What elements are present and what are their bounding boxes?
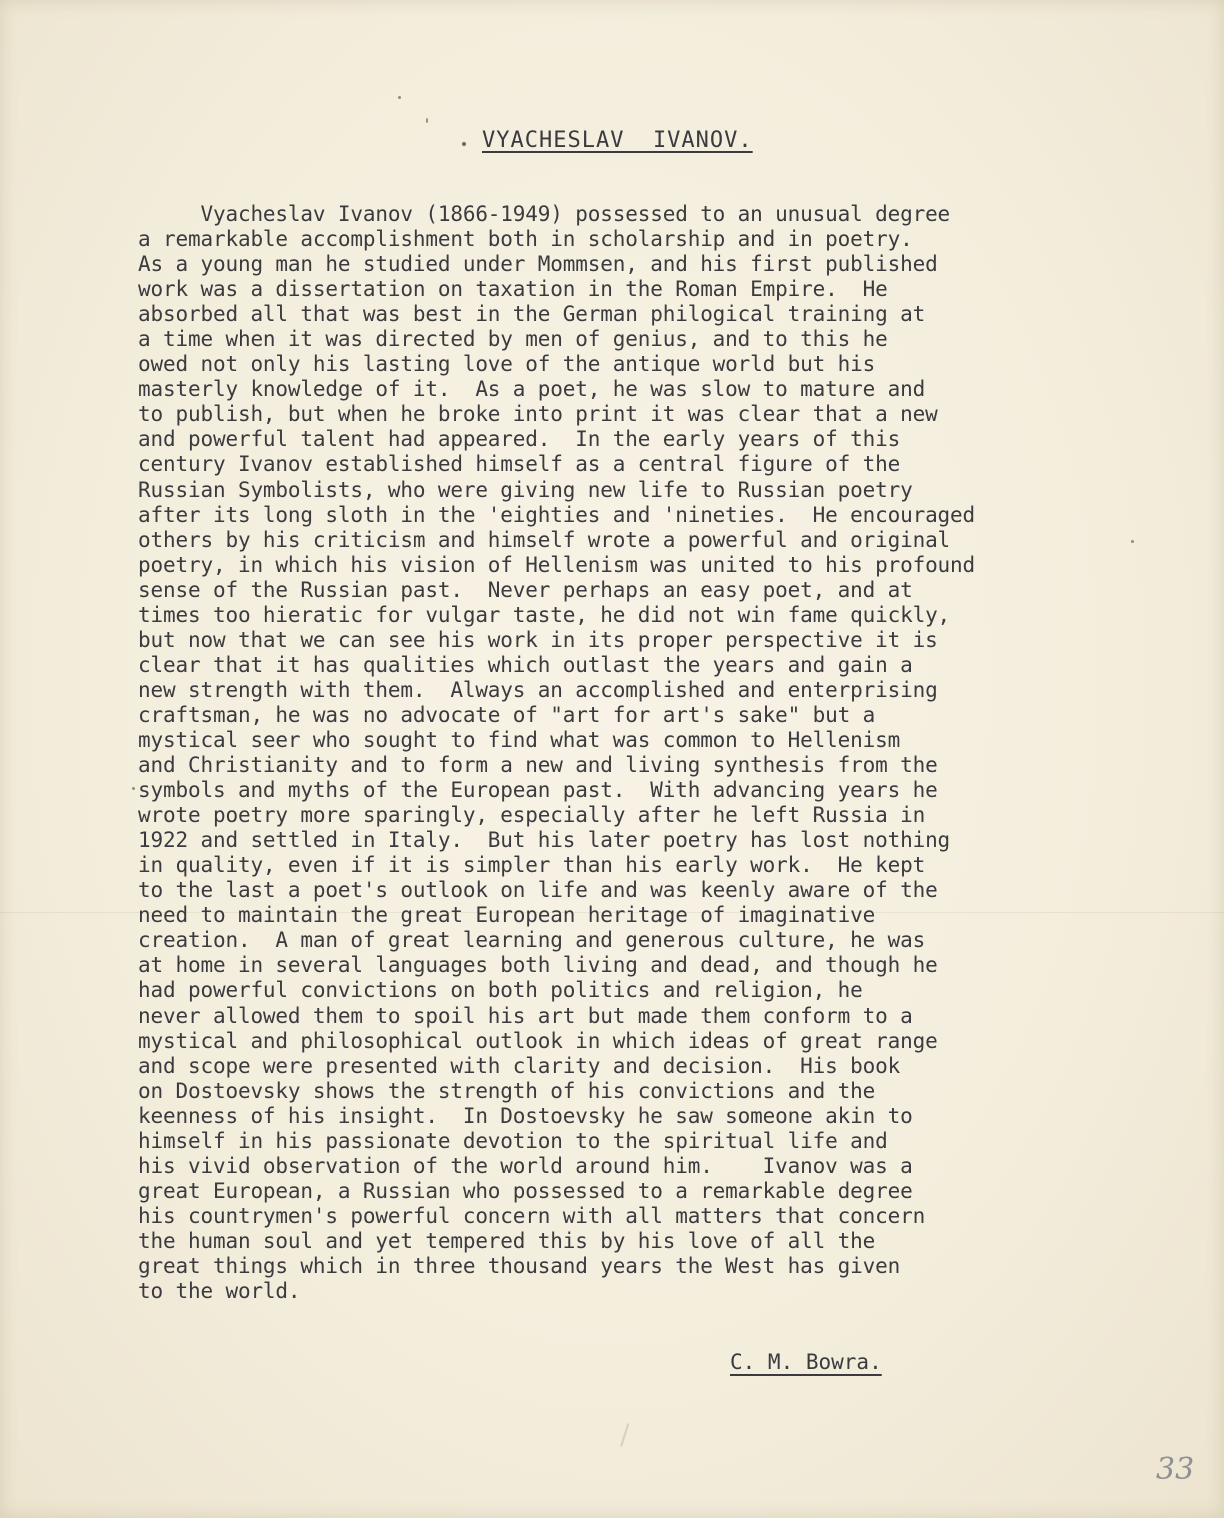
faint-pencil-mark: / bbox=[620, 1418, 630, 1451]
title-dot-mark bbox=[462, 142, 466, 146]
body-line: sense of the Russian past. Never perhaps an easy poet, and at bbox=[138, 577, 913, 602]
body-line: clear that it has qualities which outlast the years and gain a bbox=[138, 652, 913, 677]
body-line: keenness of his insight. In Dostoevsky he saw someone akin to bbox=[138, 1103, 913, 1128]
body-line: 1922 and settled in Italy. But his later poetry has lost nothing bbox=[138, 828, 951, 853]
body-line: century Ivanov established himself as a central figure of the bbox=[138, 452, 901, 477]
ink-speck bbox=[132, 787, 135, 790]
body-line: need to maintain the great European heritage of imaginative bbox=[138, 903, 876, 928]
body-line: owed not only his lasting love of the antique world but his bbox=[138, 352, 876, 377]
body-line: symbols and myths of the European past. With advancing years he bbox=[138, 778, 938, 803]
body-line: work was a dissertation on taxation in the Roman Empire. He bbox=[138, 277, 888, 302]
body-line: new strength with them. Always an accomplished and enterprising bbox=[138, 677, 938, 702]
body-line: mystical and philosophical outlook in which ideas of great range bbox=[138, 1028, 938, 1053]
body-line: absorbed all that was best in the German philogical training at bbox=[138, 302, 926, 327]
body-line: on Dostoevsky shows the strength of his convictions and the bbox=[138, 1078, 876, 1103]
body-line: mystical seer who sought to find what was common to Hellenism bbox=[138, 727, 901, 752]
body-line: Vyacheslav Ivanov (1866-1949) possessed to an unusual degree bbox=[138, 202, 951, 226]
body-line: after its long sloth in the 'eighties and 'nineties. He encouraged bbox=[138, 502, 976, 527]
body-paragraph bbox=[138, 202, 1178, 1304]
body-line: creation. A man of great learning and generous culture, he was bbox=[138, 928, 926, 953]
body-line: and powerful talent had appeared. In the early years of this bbox=[138, 427, 901, 452]
body-line: his vivid observation of the world around him. Ivanov was a bbox=[138, 1153, 913, 1178]
body-line: a time when it was directed by men of genius, and to this he bbox=[138, 327, 888, 352]
body-line: never allowed them to spoil his art but made them conform to a bbox=[138, 1003, 913, 1028]
body-line: craftsman, he was no advocate of "art for art's sake" but a bbox=[138, 702, 876, 727]
body-line: in quality, even if it is simpler than his early work. He kept bbox=[138, 853, 926, 878]
page-number: 33 bbox=[1156, 1452, 1195, 1487]
body-line: times too hieratic for vulgar taste, he did not win fame quickly, bbox=[138, 602, 951, 627]
body-line: masterly knowledge of it. As a poet, he was slow to mature and bbox=[138, 377, 926, 402]
body-line: the human soul and yet tempered this by his love of all the bbox=[138, 1228, 876, 1253]
body-line: As a young man he studied under Mommsen, and his first published bbox=[138, 252, 938, 277]
author-signature: C. M. Bowra. bbox=[730, 1350, 882, 1374]
body-line: and Christianity and to form a new and living synthesis from the bbox=[138, 753, 938, 778]
body-line: to publish, but when he broke into print it was clear that a new bbox=[138, 402, 938, 427]
body-line: Russian Symbolists, who were giving new life to Russian poetry bbox=[138, 477, 913, 502]
body-line: wrote poetry more sparingly, especially after he left Russia in bbox=[138, 803, 926, 828]
body-line: great things which in three thousand years the West has given bbox=[138, 1253, 901, 1278]
body-line: poetry, in which his vision of Hellenism was united to his profound bbox=[138, 552, 976, 577]
document-title: VYACHESLAV IVANOV. bbox=[482, 128, 753, 153]
body-line: at home in several languages both living and dead, and though he bbox=[138, 953, 938, 978]
body-line: had powerful convictions on both politics and religion, he bbox=[138, 978, 863, 1003]
body-line: to the last a poet's outlook on life and was keenly aware of the bbox=[138, 878, 938, 903]
body-line: but now that we can see his work in its proper perspective it is bbox=[138, 627, 938, 652]
ink-speck bbox=[398, 96, 401, 99]
body-line: others by his criticism and himself wrote a powerful and original bbox=[138, 527, 951, 552]
body-line: and scope were presented with clarity and decision. His book bbox=[138, 1053, 901, 1078]
body-line: a remarkable accomplishment both in scholarship and in poetry. bbox=[138, 227, 913, 252]
ink-speck bbox=[1131, 540, 1134, 543]
body-line: to the world. bbox=[138, 1279, 301, 1304]
body-line: great European, a Russian who possessed to a remarkable degree bbox=[138, 1178, 913, 1203]
body-line: his countrymen's powerful concern with all matters that concern bbox=[138, 1203, 926, 1228]
ink-speck bbox=[426, 118, 428, 123]
body-line: himself in his passionate devotion to the spiritual life and bbox=[138, 1128, 888, 1153]
